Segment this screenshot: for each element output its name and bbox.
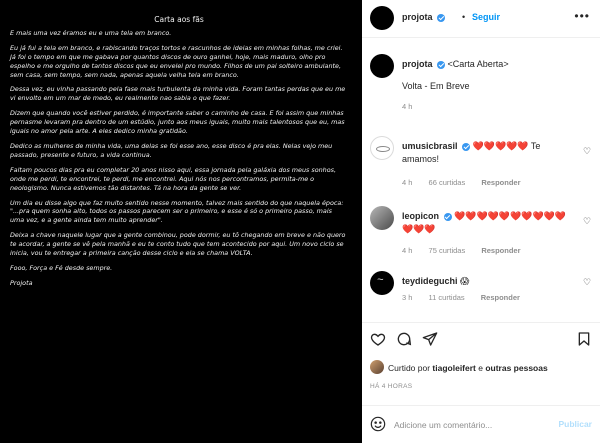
reply-button[interactable]: Responder xyxy=(480,293,520,302)
letter-paragraph: Dizem que quando você estiver perdido, é importante saber o caminho de casa. E foi assim que minhas pernasme levaram pra dentro de um estúdio, junto aos meus iguais, muito mais talentosos que eu, mas iguais no amor pela arte. A eles dedico minha gratidão. xyxy=(10,109,345,136)
comment-like-heart-icon[interactable]: ♡ xyxy=(582,146,592,156)
list-item xyxy=(362,136,600,190)
header-username[interactable]: projota xyxy=(402,12,433,22)
comment-text: ❤️❤️❤️❤️❤️❤️❤️❤️❤️❤️❤️❤️❤️ xyxy=(402,211,567,234)
caption xyxy=(362,54,600,124)
comment-username[interactable]: umusicbrasil xyxy=(402,141,458,151)
liked-by-others[interactable]: outras pessoas xyxy=(485,363,548,373)
list-item xyxy=(362,271,600,311)
caption-time: 4 h xyxy=(402,102,413,111)
post-timestamp[interactable]: HÁ 4 HORAS xyxy=(370,383,413,390)
caption-line-1: <Carta Aberta> xyxy=(447,59,509,69)
avatar[interactable] xyxy=(370,54,394,78)
follow-button[interactable]: Seguir xyxy=(472,12,501,22)
comment-time: 3 h xyxy=(402,293,413,302)
publish-button[interactable]: Publicar xyxy=(558,419,592,429)
avatar[interactable] xyxy=(370,360,384,374)
comment-icon[interactable] xyxy=(396,331,412,347)
post-actions-bar xyxy=(362,322,600,354)
avatar[interactable] xyxy=(370,136,394,160)
reply-button[interactable]: Responder xyxy=(481,178,521,187)
comment-input[interactable] xyxy=(394,417,554,432)
comment-username[interactable]: leopicon xyxy=(402,211,440,221)
letter-signature: Projota xyxy=(10,278,33,287)
comments-list[interactable] xyxy=(362,39,600,322)
comment-like-heart-icon[interactable]: ♡ xyxy=(582,277,592,287)
comment-like-heart-icon[interactable]: ♡ xyxy=(582,216,592,226)
liked-by-middle: e xyxy=(475,363,486,373)
heart-icon[interactable] xyxy=(370,331,386,347)
post-side-panel xyxy=(362,0,600,443)
comment-text: 😱 xyxy=(460,276,470,286)
comment-text: ❤️❤️❤️❤️❤️ Te amamos! xyxy=(402,141,541,164)
caption-line-2: Volta - Em Breve xyxy=(402,81,470,91)
avatar[interactable] xyxy=(370,206,394,230)
letter-paragraph: Dessa vez, eu vinha passando pela fase mais turbulenta da minha vida. Foram tantas perdas que eu me vi envolto em um mar de medo, eu realmente nao sabia o que fazer. xyxy=(10,85,346,103)
comment-username[interactable]: teydideguchi xyxy=(402,276,458,286)
verified-badge-icon xyxy=(462,143,470,151)
comment-time: 4 h xyxy=(402,246,413,255)
letter-paragraph: E mais uma vez éramos eu e uma tela em branco. xyxy=(10,28,172,37)
liked-by-prefix: Curtido por xyxy=(388,363,433,373)
letter-paragraph: Eu já fui a tela em branco, e rabiscando traços tortos e rascunhos de ideias em minhas folhas, me criei. Já foi o tempo em que me gabava por quantos discos de ouro ganhei, hoje, mais maduro, olho pro espelho e me orgulho de tantos discos que eu envelei pro mundo. Filhos de um pai solteiro ambulante, sem casa, sem tempo, sem nada, apenas aquela velha tela em branco. xyxy=(10,43,343,79)
liked-by-user[interactable]: tiagoleifert xyxy=(432,363,476,373)
post-header xyxy=(362,0,600,38)
letter-paragraph: Faltam poucos dias pra eu completar 20 anos nisso aqui, essa jornada pela galáxia dos meus sonhos, onde me perdi, te encontrei, te perdi, me encontrei. Aqui nós nos percontramos, permita-me o neologismo. Nunca estivemos tão distantes. Tá na hora da gente se ver. xyxy=(10,165,336,192)
share-icon[interactable] xyxy=(422,331,438,347)
separator-dot: • xyxy=(462,12,466,22)
bookmark-icon[interactable] xyxy=(576,331,592,347)
comment-likes[interactable]: 66 curtidas xyxy=(428,178,466,187)
letter-paragraph: Um dia eu disse algo que faz muito sentido nesse momento, talvez mais sentido do que naquela época: "...pra quem sonha alto, todos os passos parecem ser o primeiro, e esse é só o primeiro passo, mais uma vez, e a gente ainda tem muito aprender". xyxy=(10,198,344,225)
add-comment-bar xyxy=(362,405,600,443)
avatar[interactable] xyxy=(370,6,394,30)
verified-badge-icon xyxy=(437,14,445,22)
verified-badge-icon xyxy=(437,61,445,69)
emoji-icon[interactable] xyxy=(370,416,386,432)
comment-likes[interactable]: 75 curtidas xyxy=(428,246,466,255)
letter-paragraph: Fooo, Força e Fé desde sempre. xyxy=(10,263,113,272)
comment-time: 4 h xyxy=(402,178,413,187)
more-options-icon[interactable]: ••• xyxy=(574,9,590,23)
list-item xyxy=(362,206,600,260)
comment-likes[interactable]: 11 curtidas xyxy=(428,293,465,302)
caption-username[interactable]: projota xyxy=(402,59,433,69)
avatar[interactable] xyxy=(370,271,394,295)
letter-paragraph: Dedico as mulheres de minha vida, uma delas se foi esse ano, esse disco é pra elas. Nelas vejo meu passado, presente e futuro, a vida continua. xyxy=(10,141,333,159)
verified-badge-icon xyxy=(444,213,452,221)
reply-button[interactable]: Responder xyxy=(481,246,521,255)
letter-title: Carta aos fãs xyxy=(154,15,204,24)
letter-paragraph: Deixa a chave naquele lugar que a gente combinou, pode dormir, eu tô chegando em breve e não quero te acordar, a gente se vê pela manhã e eu te conto tudo que tem acontecido por aqui. Um novo ciclo se inicia, vou te entregar a primeira canção desse ciclo e ela se chama VOLTA. xyxy=(10,231,346,258)
